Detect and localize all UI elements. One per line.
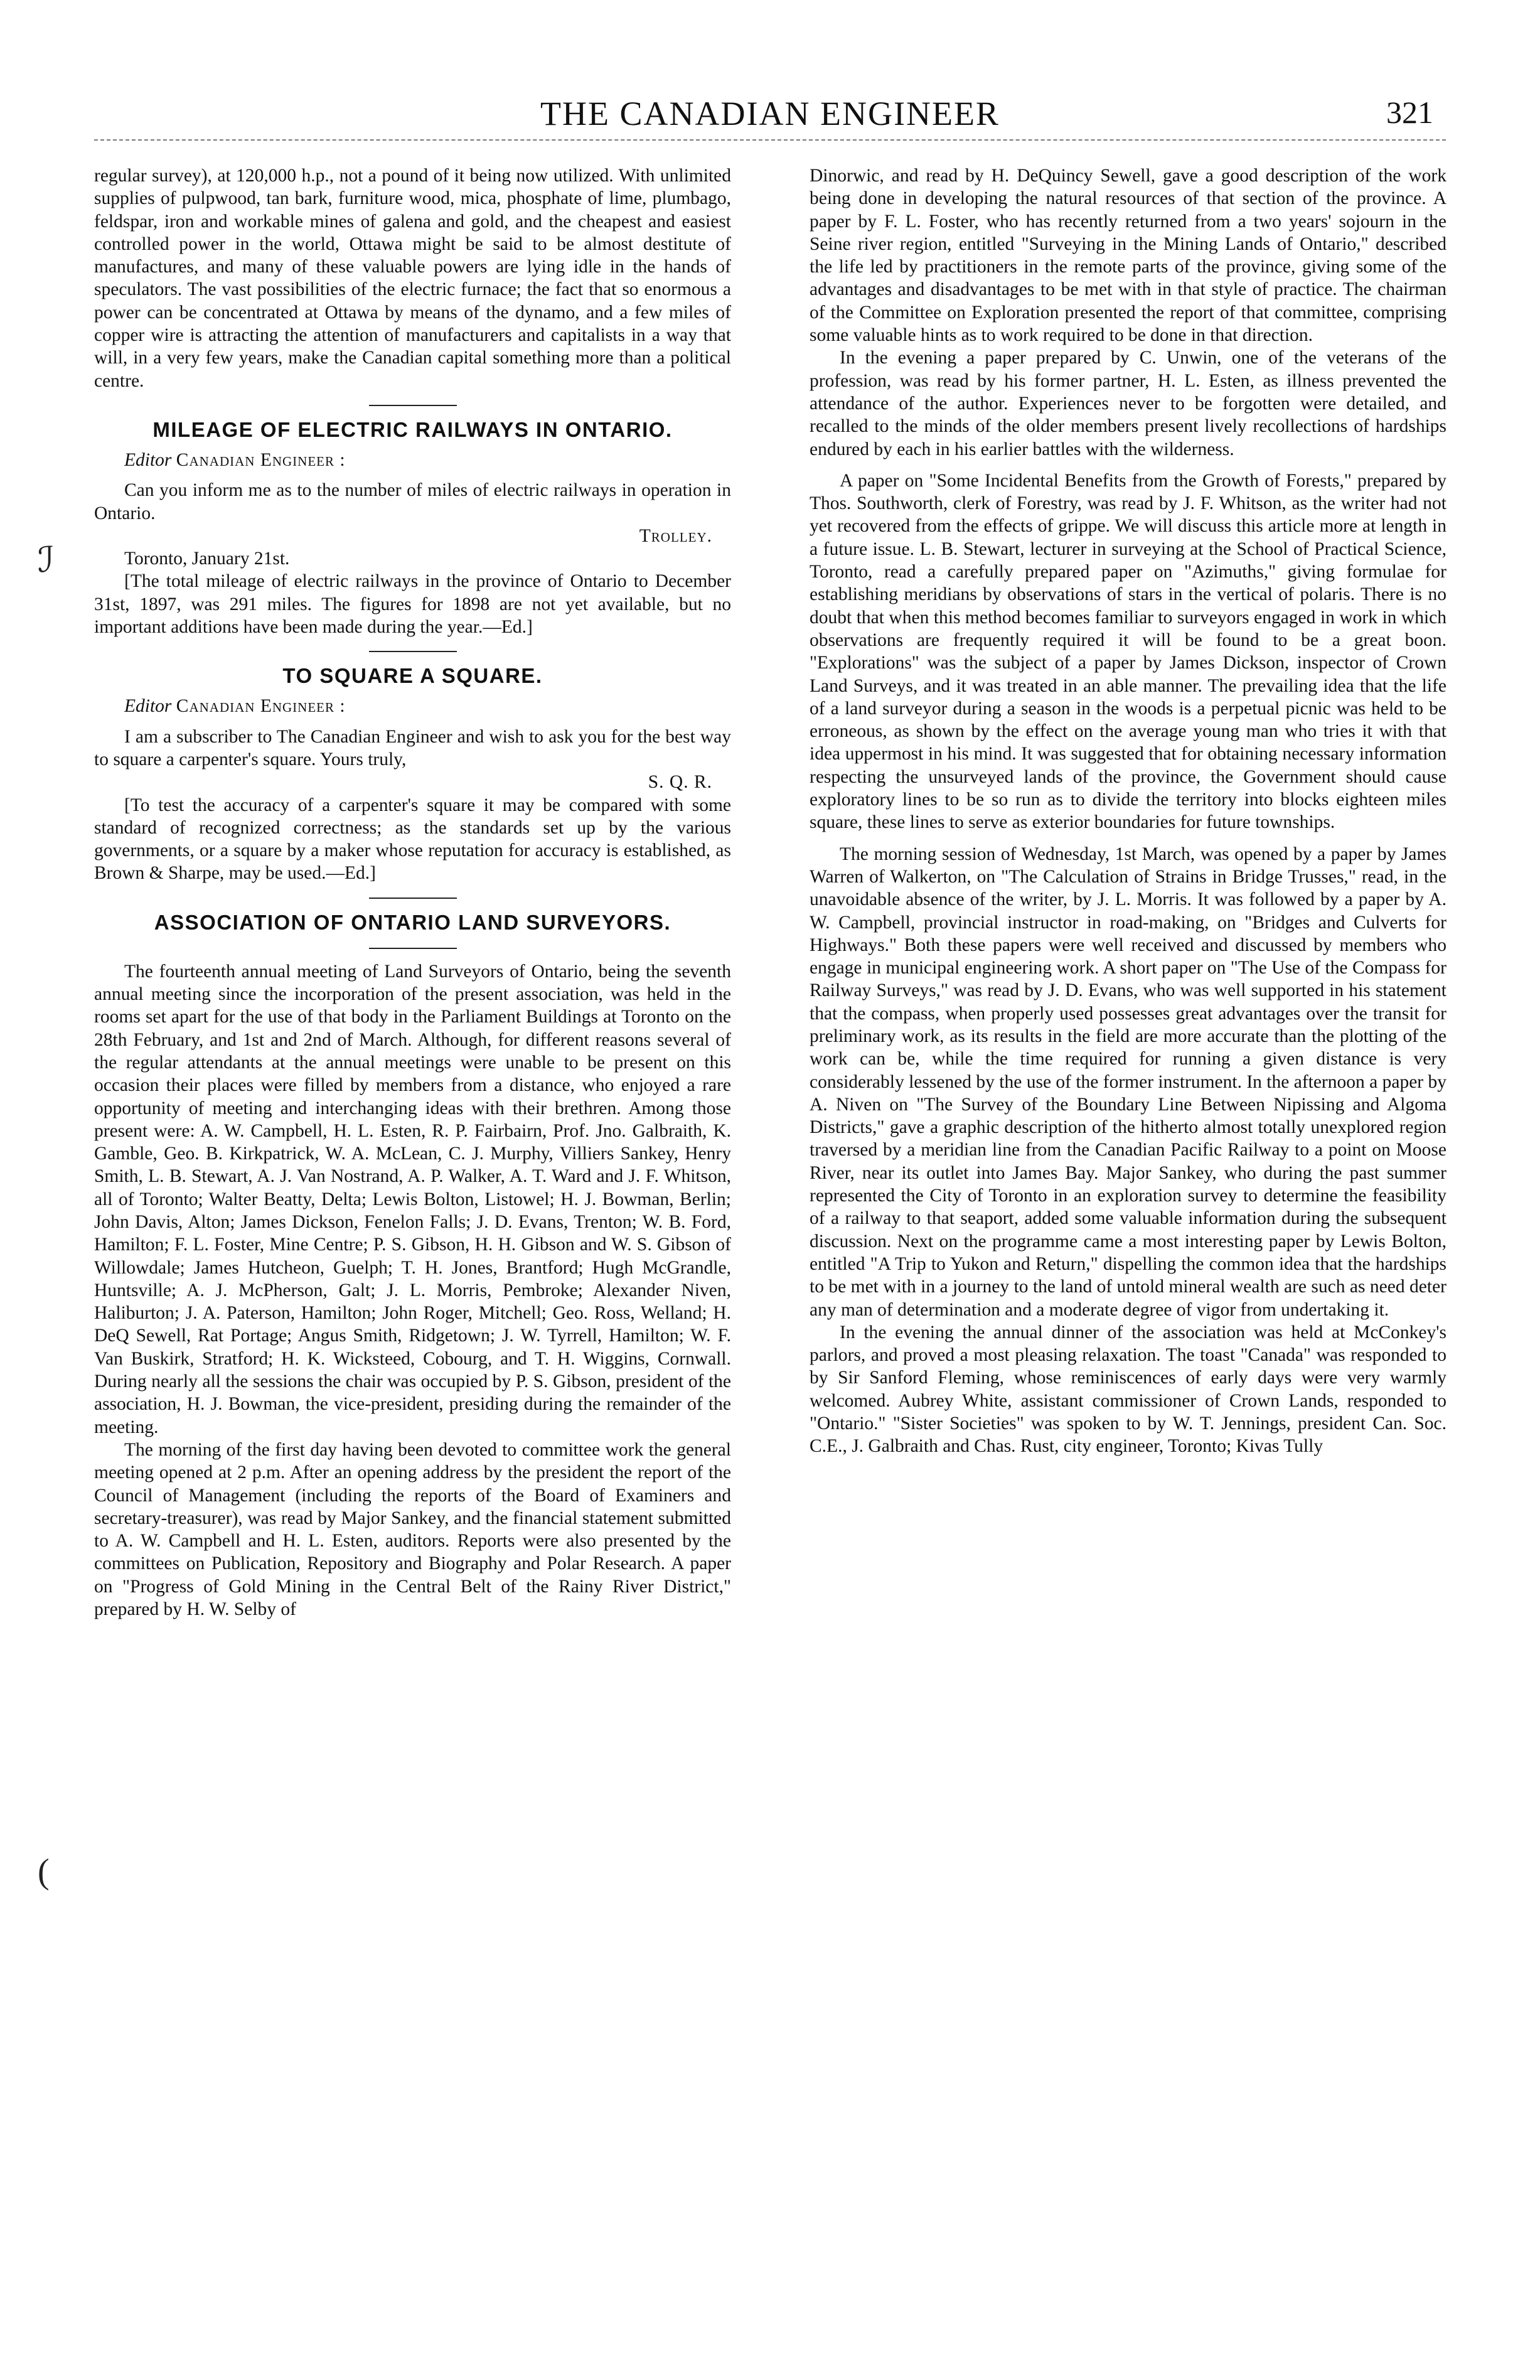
- square-editor-line: [94, 695, 731, 717]
- right-column: [810, 164, 1446, 1458]
- section-rule: [369, 651, 457, 652]
- square-heading: TO SQUARE A SQUARE.: [282, 664, 543, 688]
- mileage-dateline: Toronto, January 21st.: [124, 549, 290, 569]
- section-rule: [369, 405, 457, 406]
- running-title: THE CANADIAN ENGINEER: [540, 95, 1000, 132]
- header-rule: [94, 139, 1446, 141]
- editor-label: Editor: [124, 696, 172, 717]
- editor-label: Editor: [124, 449, 172, 470]
- association-paragraph-4: In the evening a paper prepared by C. Unwin, one of the veterans of the profession, was read by his former partner, H. L. Esten, as illness prevented the attendance of the author. Experiences never to be forgotten were detailed, and recalled to the minds of the older members present lively recollections of hardships endured by each in his earlier battles with the wilderness.: [810, 348, 1446, 459]
- mileage-article: [94, 417, 731, 638]
- mileage-heading: MILEAGE OF ELECTRIC RAILWAYS IN ONTARIO.: [152, 417, 673, 441]
- square-article: [94, 663, 731, 884]
- mileage-reply: [The total mileage of electric railways in the province of Ontario to December 31st, 1897, was 291 miles. The figures for 1898 are not yet available, but no important additions have been made during the year.—Ed.]: [94, 571, 731, 638]
- association-paragraph-7: In the evening the annual dinner of the association was held at McConkey's parlors, and proved a most pleasing relaxation. The toast "Canada" was responded to by Sir Sanford Fleming, whose reminiscences of early days were very warmly welcomed. Aubrey White, assistant commissioner of Crown Lands, responded to "Ontario." "Sister Societies" was spoken to by W. T. Jennings, president Can. Soc. C.E., J. Galbraith and Chas. Rust, city engineer, Toronto; Kivas Tully: [810, 1322, 1446, 1457]
- page-number: 321: [1386, 95, 1433, 130]
- association-paragraph-1: The fourteenth annual meeting of Land Surveyors of Ontario, being the seventh annual meeting since the incorporation of the present association, was held in the rooms set apart for the use of that body in the Parliament Buildings at Toronto on the 28th February, and 1st and 2nd of March. Although, for different reasons several of the regular attendants at the annual meetings were unable to be present on this occasion their places were filled by members from a distance, who enjoyed a rare opportunity of meeting and interchanging ideas with their brethren. Among those present were: A. W. Campbell, H. L. Esten, R. P. Fairbairn, Prof. Jno. Galbraith, K. Gamble, Geo. B. Kirkpatrick, W. A. McLean, C. J. Murphy, Villiers Sankey, Henry Smith, L. B. Stewart, A. J. Van Nostrand, A. P. Walker, A. T. Ward and J. F. Whitson, all of Toronto; Walter Beatty, Delta; Lewis Bolton, Listowel; H. J. Bowman, Berlin; John Davis, Alton; James Dickson, Fenelon Falls; J. D. Evans, Trenton; W. B. Ford, Hamilton; F. L. Foster, Mine Centre; P. S. Gibson, H. H. Gibson and W. S. Gibson of Willowdale; James Hutcheon, Guelph; T. H. Jones, Brantford; Hugh McGrandle, Huntsville; A. J. McPherson, Galt; J. L. Morris, Pembroke; Alexander Niven, Haliburton; J. A. Paterson, Hamilton; John Roger, Mitchell; Geo. Ross, Welland; H. DeQ Sewell, Rat Portage; Angus Smith, Ridgetown; J. W. Tyrrell, Hamilton; W. F. Van Buskirk, Stratford; H. K. Wicksteed, Cobourg, and T. H. Wiggins, Cornwall. During nearly all the sessions the chair was occupied by P. S. Gibson, president of the association, H. J. Bowman, the vice-president, presiding during the remainder of the meeting.: [94, 961, 731, 1437]
- square-reply: [To test the accuracy of a carpenter's square it may be compared with some standard of recognized correctness; as the standards set up by the various governments, or a square by a maker whose reputation for accuracy is established, as Brown & Sharpe, may be used.—Ed.]: [94, 795, 731, 884]
- intro-paragraph: regular survey), at 120,000 h.p., not a pound of it being now utilized. With unlimited supplies of pulpwood, tan bark, furniture wood, mica, phosphate of lime, plumbago, feldspar, iron and workable mines of galena and gold, and the cheapest and easiest controlled power in the world, Ottawa might be said to be almost destitute of manufactures, and many of these valuable powers are lying idle in the hands of speculators. The vast possibilities of the electric furnace; the fact that so enormous a power can be concentrated at Ottawa by means of the dynamo, and a few miles of copper wire is attracting the attention of manufacturers and capitalists in a way that will, in a very few years, make the Canadian capital something more than a political centre.: [94, 166, 731, 391]
- association-paragraph-2: The morning of the first day having been devoted to committee work the general meeting opened at 2 p.m. After an opening address by the president the report of the Council of Management (including the reports of the Board of Examiners and secretary-treasurer), was read by Major Sankey, and the financial statement submitted to A. W. Campbell and H. L. Esten, auditors. Reports were also presented by the committees on Publication, Repository and Biography and Polar Research. A paper on "Progress of Gold Mining in the Central Belt of the Rainy River District," prepared by H. W. Selby of: [94, 1439, 731, 1620]
- editor-magazine: Canadian Engineer :: [176, 449, 346, 470]
- margin-annotation-mark: ℐ: [38, 541, 55, 580]
- association-paragraph-3: Dinorwic, and read by H. DeQuincy Sewell, gave a good description of the work being done in developing the natural resources of that section of the province. A paper by F. L. Foster, who has recently returned from a two years' sojourn in the Seine river region, entitled "Surveying in the Mining Lands of Ontario," described the life led by practitioners in the remote parts of the province, giving some of the advantages and disadvantages to be met with in that style of practice. The chairman of the Committee on Exploration presented the report of that committee, comprising some valuable hints as to work required to be done in that direction.: [810, 166, 1446, 346]
- section-rule: [369, 898, 457, 899]
- mileage-letter: Can you inform me as to the number of miles of electric railways in operation in Ontario.: [94, 480, 731, 523]
- square-letter: I am a subscriber to The Canadian Engineer and wish to ask you for the best way to square a carpenter's square. Yours truly,: [94, 726, 731, 769]
- mileage-signature: Trolley.: [639, 525, 712, 546]
- association-article: [94, 910, 731, 1621]
- mileage-signature-row: [94, 525, 731, 547]
- association-paragraph-5: A paper on "Some Incidental Benefits from the Growth of Forests," prepared by Thos. Southworth, clerk of Forestry, was read by J. F. Whitson, as the writer had not yet recovered from the effects of grippe. We will discuss this article more at length in a future issue. L. B. Stewart, lecturer in surveying at the School of Practical Science, Toronto, read a carefully prepared paper on "Azimuths," giving formulae for establishing meridians by observations of stars in the vertical of polaris. There is no doubt that when this method becomes familiar to surveyors engaged in work in which observations are frequently required it will be found to be a great boon. "Explorations" was the subject of a paper by James Dickson, inspector of Crown Land Surveys, and it was treated in an able manner. The prevailing idea that the life of a land surveyor during a season in the woods is a perpetual picnic was held to be erroneous, as shown by the effect on the average young man who tries it with that idea uppermost in his mind. It was suggested that for obtaining necessary information respecting the unsurveyed lands of the province, the Government should cause exploratory lines to be so run as to divide the territory into blocks eighteen miles square, these lines to serve as exterior boundaries for future townships.: [810, 470, 1446, 833]
- association-paragraph-6: The morning session of Wednesday, 1st March, was opened by a paper by James Warren of Walkerton, on "The Calculation of Strains in Bridge Trusses," read, in the unavoidable absence of the writer, by J. L. Morris. It was followed by a paper by A. W. Campbell, provincial instructor in road-making, on "Bridges and Culverts for Highways." Both these papers were well received and discussed by members who engage in municipal engineering work. A short paper on "The Use of the Compass for Railway Surveys," was read by J. D. Evans, who was well supported in his statement that the compass, when properly used possesses great advantages over the transit for preliminary work, as its results in the field are more accurate than the plotting of the work can be, while the time required for running a given distance is very considerably lessened by the use of the former instrument. In the afternoon a paper by A. Niven on "The Survey of the Boundary Line Between Nipissing and Algoma Districts," gave a graphic description of the hitherto almost totally unexplored region traversed by a meridian line from the Canadian Pacific Railway to a point on Moose River, near its outlet into James Bay. Major Sankey, who during the past summer represented the City of Toronto in an exploration survey to determine the feasibility of a railway to that seaport, added some valuable information during the subsequent discussion. Next on the programme came a most interesting paper by Lewis Bolton, entitled "A Trip to Yukon and Return," dispelling the common idea that the hardships to be met with in a journey to the land of untold mineral wealth are such as need deter any man of determination and a moderate degree of vigor from undertaking it.: [810, 844, 1446, 1320]
- margin-annotation-mark: (: [38, 1852, 50, 1891]
- section-rule: [369, 948, 457, 949]
- square-signature: S. Q. R.: [648, 772, 712, 793]
- association-heading: ASSOCIATION OF ONTARIO LAND SURVEYORS.: [154, 910, 671, 934]
- mileage-editor-line: [94, 449, 731, 471]
- left-column: [94, 164, 731, 1621]
- page-header: [94, 94, 1446, 138]
- editor-magazine: Canadian Engineer :: [176, 696, 346, 717]
- square-signature-row: [94, 771, 731, 793]
